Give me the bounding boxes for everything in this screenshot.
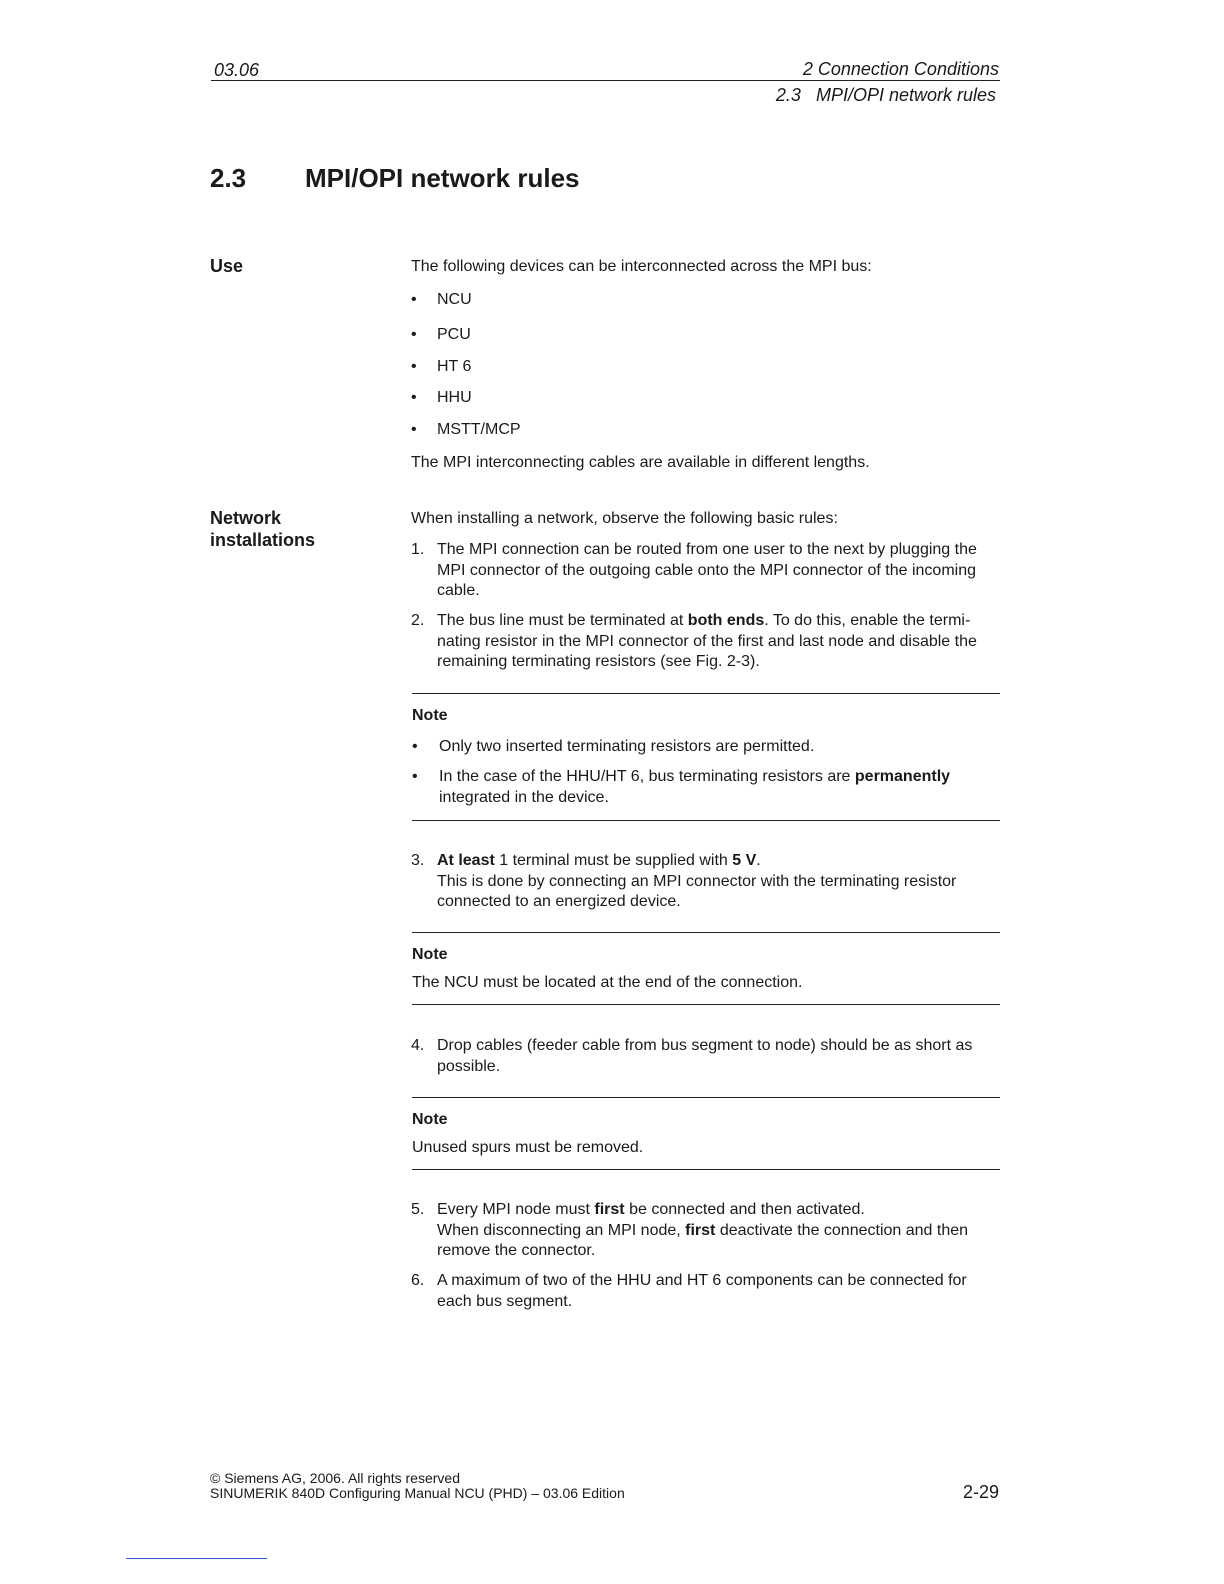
network-intro: When installing a network, observe the following basic rules:	[411, 510, 838, 527]
bullet-icon: •	[411, 389, 417, 406]
note-box-spurs	[412, 1097, 1000, 1170]
note-text: The NCU must be located at the end of the connection.	[412, 973, 803, 991]
footer-manual: SINUMERIK 840D Configuring Manual NCU (PHD) – 03.06 Edition	[210, 1485, 625, 1501]
rule-item-6: 6. A maximum of two of the HHU and HT 6 components can be connected for each bus segment.	[411, 1272, 967, 1310]
note-title: Note	[412, 1111, 448, 1128]
rule-item-1: 1. The MPI connection can be routed from one user to the next by plugging the MPI connector of the outgoing cable onto the MPI connector of the incoming cable.	[411, 541, 977, 599]
list-item: • MSTT/MCP	[411, 421, 521, 438]
page-title	[210, 163, 580, 194]
bullet-icon: •	[411, 421, 417, 438]
bottom-link-rule	[126, 1558, 267, 1559]
header-chapter: 2 Connection Conditions	[802, 59, 999, 79]
note-title: Note	[412, 707, 448, 724]
rule-item-2: 2. The bus line must be terminated at both ends. To do this, enable the termi-nating resistor in the MPI connector of the first and last node and disable the remaining terminating resistors (see Fig. 2-3).	[411, 612, 977, 670]
list-item: • In the case of the HHU/HT 6, bus terminating resistors are permanently integrated in the device.	[412, 768, 951, 806]
header-date: 03.06	[214, 60, 260, 80]
bullet-icon: •	[411, 326, 417, 343]
note-box-terminating	[412, 693, 1000, 821]
note-text: Unused spurs must be removed.	[412, 1138, 644, 1156]
note-title: Note	[412, 946, 448, 963]
page-number: 2-29	[962, 1482, 999, 1502]
section-title: MPI/OPI network rules	[305, 163, 580, 193]
list-item: • HT 6	[411, 358, 472, 375]
use-intro: The following devices can be interconnected across the MPI bus:	[411, 258, 872, 275]
bullet-icon: •	[411, 358, 417, 375]
bullet-icon: •	[411, 291, 417, 308]
list-item: • NCU	[411, 291, 472, 308]
list-item: • HHU	[411, 389, 472, 406]
bullet-icon: •	[412, 737, 418, 755]
network-label: Network installations	[210, 508, 316, 550]
footer-copyright: © Siemens AG, 2006. All rights reserved	[210, 1470, 460, 1486]
rule-item-3: 3. At least 1 terminal must be supplied with 5 V. This is done by connecting an MPI connector with the terminating resistor connected to an energized device.	[411, 852, 957, 910]
header-rule	[211, 80, 1000, 81]
note-box-ncu	[412, 932, 1000, 1005]
header-section: 2.3 MPI/OPI network rules	[775, 85, 996, 105]
use-label: Use	[210, 256, 244, 276]
rule-item-5: 5. Every MPI node must first be connected and then activated. When disconnecting an MPI node, first deactivate the connection and then remove the connector.	[411, 1201, 969, 1259]
rule-item-4: 4. Drop cables (feeder cable from bus segment to node) should be as short as possible.	[411, 1037, 973, 1075]
cables-text: The MPI interconnecting cables are available in different lengths.	[411, 454, 870, 471]
list-item: • Only two inserted terminating resistors are permitted.	[412, 737, 1000, 758]
bullet-icon: •	[412, 768, 418, 785]
section-number: 2.3	[210, 163, 247, 193]
list-item: • PCU	[411, 326, 471, 343]
